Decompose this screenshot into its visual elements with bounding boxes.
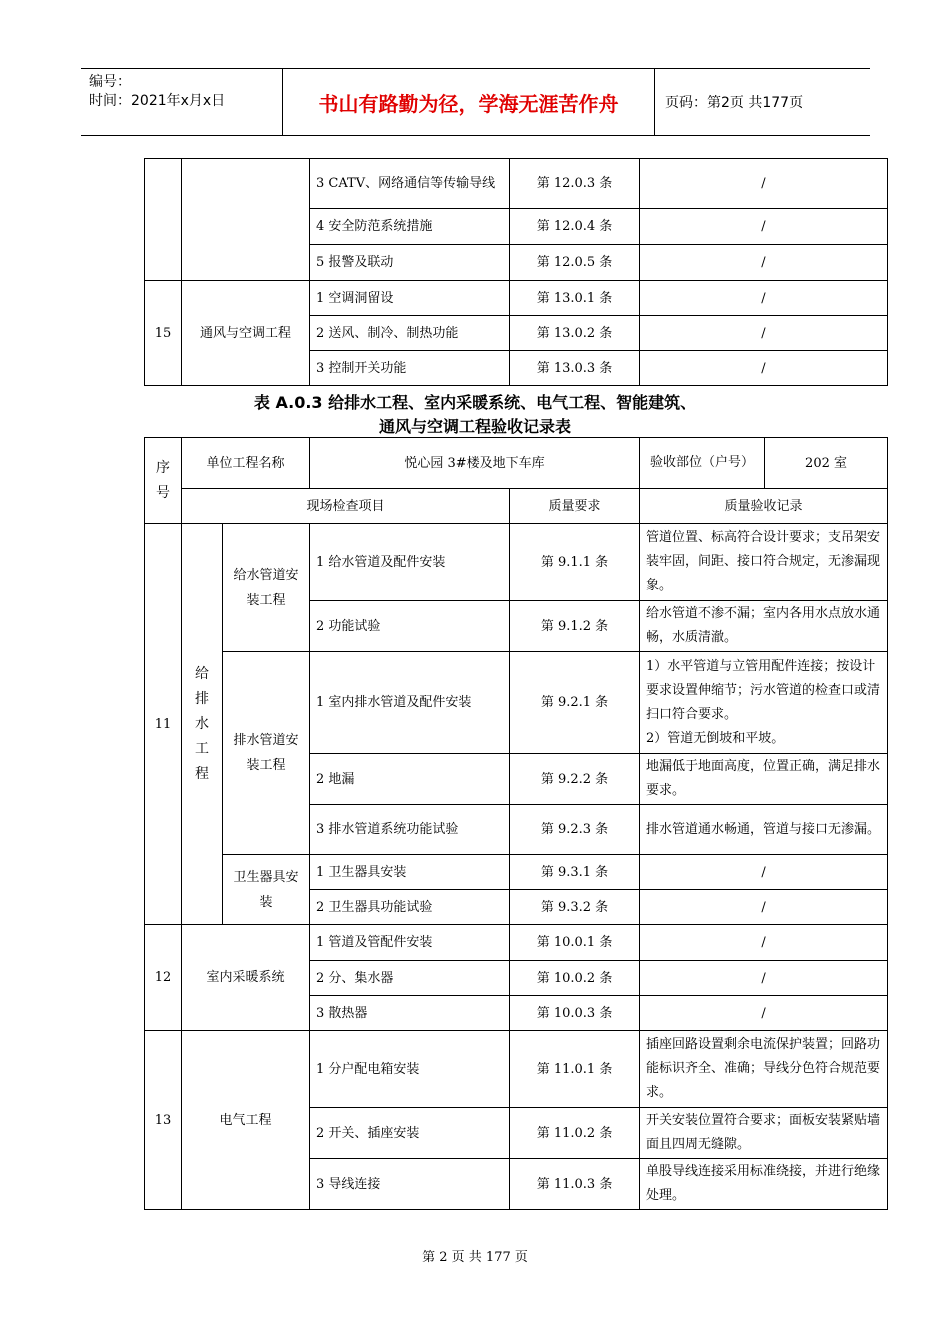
seq-cell: 11 (145, 524, 182, 925)
item-cell: 2 地漏 (310, 754, 510, 805)
seq-cell: 12 (145, 925, 182, 1031)
item-cell: 3 控制开关功能 (310, 351, 510, 386)
record-cell: 插座回路设置剩余电流保护装置；回路功能标识齐全、准确；导线分色符合规范要求。 (640, 1031, 888, 1108)
record-cell: 给水管道不渗不漏；室内各用水点放水通畅，水质清澈。 (640, 601, 888, 652)
item-cell: 3 排水管道系统功能试验 (310, 805, 510, 855)
header-motto: 书山有路勤为径，学海无涯苦作舟 (283, 69, 655, 135)
record-cell: 开关安装位置符合要求；面板安装紧贴墙面且四周无缝隙。 (640, 1108, 888, 1159)
item-cell: 5 报警及联动 (310, 245, 510, 281)
group-name-cell: 电气工程 (182, 1031, 310, 1210)
record-cell: 管道位置、标高符合设计要求；支吊架安装牢固，间距、接口符合规定，无渗漏现象。 (640, 524, 888, 601)
record-cell (640, 652, 888, 754)
clause-cell: 第 13.0.3 条 (510, 351, 640, 386)
clause-cell: 第 12.0.4 条 (510, 209, 640, 245)
sub-group-cell: 卫生器具安装 (223, 855, 310, 925)
clause-cell: 第 9.3.1 条 (510, 855, 640, 890)
item-cell: 1 空调洞留设 (310, 281, 510, 316)
clause-cell: 第 10.0.1 条 (510, 925, 640, 961)
record-cell: / (640, 281, 888, 316)
page-header (81, 68, 870, 136)
seq-cell (145, 159, 182, 281)
clause-cell: 第 12.0.3 条 (510, 159, 640, 209)
record-cell: 排水管道通水畅通，管道与接口无渗漏。 (640, 805, 888, 855)
time-label: 时间：2021年x月x日 (89, 93, 226, 109)
record-cell: 地漏低于地面高度，位置正确，满足排水要求。 (640, 754, 888, 805)
main-table (144, 437, 888, 1210)
page-footer: 第 2 页 共 177 页 (422, 1250, 528, 1265)
col-item-header: 现场检查项目 (182, 489, 510, 524)
sub-group-cell: 排水管道安装工程 (223, 652, 310, 855)
number-label: 编号： (89, 74, 131, 90)
seq-cell: 15 (145, 281, 182, 386)
record-cell: / (640, 996, 888, 1031)
clause-cell: 第 10.0.2 条 (510, 961, 640, 996)
clause-cell: 第 9.2.2 条 (510, 754, 640, 805)
clause-cell: 第 9.1.2 条 (510, 601, 640, 652)
seq-header: 序号 (145, 438, 182, 524)
record-cell: / (640, 316, 888, 351)
group-name-cell: 室内采暖系统 (182, 925, 310, 1031)
item-cell: 2 送风、制冷、制热功能 (310, 316, 510, 351)
item-cell: 1 室内排水管道及配件安装 (310, 652, 510, 754)
sub-group-cell: 给水管道安装工程 (223, 524, 310, 652)
clause-cell: 第 13.0.2 条 (510, 316, 640, 351)
clause-cell: 第 13.0.1 条 (510, 281, 640, 316)
record-cell: / (640, 245, 888, 281)
header-page-info: 页码：第2页 共177页 (665, 95, 804, 111)
clause-cell: 第 9.1.1 条 (510, 524, 640, 601)
record-cell: / (640, 159, 888, 209)
part-value: 202 室 (765, 438, 888, 489)
record-cell: / (640, 961, 888, 996)
part-label: 验收部位（户号） (640, 438, 765, 489)
group-name-cell: 给排水工程 (182, 524, 223, 925)
item-cell: 2 卫生器具功能试验 (310, 890, 510, 925)
record-line: 1）水平管道与立管用配件连接；按设计要求设置伸缩节；污水管道的检查口或清扫口符合要求。 (646, 658, 881, 722)
record-cell: / (640, 925, 888, 961)
item-cell: 2 分、集水器 (310, 961, 510, 996)
item-cell: 1 管道及管配件安装 (310, 925, 510, 961)
item-cell: 2 开关、插座安装 (310, 1108, 510, 1159)
clause-cell: 第 11.0.3 条 (510, 1159, 640, 1210)
item-cell: 3 CATV、网络通信等传输导线 (310, 159, 510, 209)
table-title-line1: 表 A.0.3 给排水工程、室内采暖系统、电气工程、智能建筑、 (253, 393, 697, 412)
clause-cell: 第 11.0.1 条 (510, 1031, 640, 1108)
record-cell: / (640, 855, 888, 890)
col-req-header: 质量要求 (510, 489, 640, 524)
item-cell: 1 卫生器具安装 (310, 855, 510, 890)
item-cell: 4 安全防范系统措施 (310, 209, 510, 245)
clause-cell: 第 11.0.2 条 (510, 1108, 640, 1159)
unit-name-value: 悦心园 3#楼及地下车库 (310, 438, 640, 489)
item-cell: 3 导线连接 (310, 1159, 510, 1210)
item-cell: 1 分户配电箱安装 (310, 1031, 510, 1108)
table-title-line2: 通风与空调工程验收记录表 (378, 417, 571, 436)
clause-cell: 第 9.2.1 条 (510, 652, 640, 754)
seq-cell: 13 (145, 1031, 182, 1210)
name-cell: 通风与空调工程 (182, 281, 310, 386)
item-cell: 1 给水管道及配件安装 (310, 524, 510, 601)
record-line: 2）管道无倒坡和平坡。 (646, 730, 785, 746)
record-cell: / (640, 890, 888, 925)
name-cell (182, 159, 310, 281)
record-cell: 单股导线连接采用标准绕接，并进行绝缘处理。 (640, 1159, 888, 1210)
clause-cell: 第 9.2.3 条 (510, 805, 640, 855)
clause-cell: 第 12.0.5 条 (510, 245, 640, 281)
clause-cell: 第 10.0.3 条 (510, 996, 640, 1031)
col-rec-header: 质量验收记录 (640, 489, 888, 524)
unit-name-label: 单位工程名称 (182, 438, 310, 489)
item-cell: 2 功能试验 (310, 601, 510, 652)
item-cell: 3 散热器 (310, 996, 510, 1031)
clause-cell: 第 9.3.2 条 (510, 890, 640, 925)
record-cell: / (640, 351, 888, 386)
record-cell: / (640, 209, 888, 245)
top-table (144, 158, 888, 386)
header-meta (81, 69, 283, 135)
